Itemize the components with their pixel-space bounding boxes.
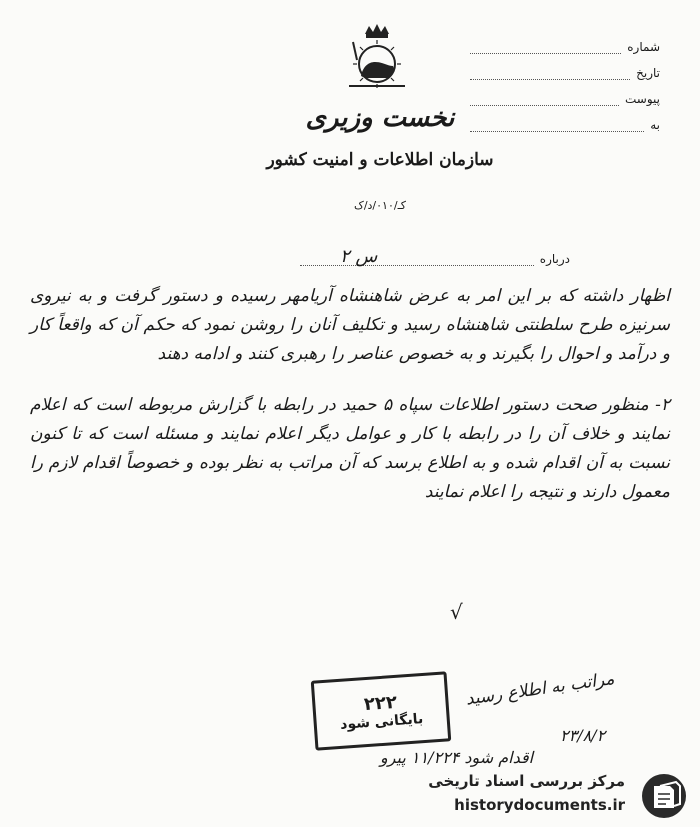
subject-label: درباره — [539, 252, 570, 266]
letter-body — [30, 282, 670, 529]
subject-line — [300, 246, 570, 267]
handwritten-note: مراتب به اطلاع رسید — [464, 668, 616, 710]
stamp-label: بایگانی شود — [339, 710, 424, 733]
meta-row-to — [470, 106, 660, 132]
body-paragraph: ۲- منظور صحت دستور اطلاعات سپاه ۵ حمید در رابطه با گزارش مربوطه است که اعلام نمایند و خلاف آن را در رابطه با کار و عوامل دیگر اعلام نمایند و مسئله است که تا کنون نسبت به آن اقدام شده و به اطلاع برسد که آن مراتب به نظر بوده و خصوصاً اقدام لازم را معمول دارند و نتیجه را اعلام نمایند — [30, 395, 670, 502]
handwritten-date: ۲۳/۸/۲ — [560, 726, 606, 745]
meta-label: تاریخ — [636, 66, 660, 80]
subject-blank-line — [300, 253, 534, 266]
watermark-url: historydocuments.ir — [454, 796, 625, 814]
subject-value: س ۲ — [340, 246, 378, 267]
handwritten-reference: اقدام شود ۱۱/۲۲۴ پیرو — [380, 748, 534, 767]
meta-label: شماره — [627, 40, 660, 54]
lion-and-sun-emblem-icon — [335, 20, 415, 100]
letter-meta-fields — [470, 28, 660, 132]
body-paragraph: اظهار داشته که بر این امر به عرض شاهنشاه آریامهر رسیده و دستور گرفت و به نیروی سرنیزه طرح سلطنتی شاهنشاه رسید و تکلیف آنان را روشن نمود که حکم آن که واقعاً کار و درآمد و احوال را بگیرند و به خصوص عناصر را رهبری کنند و ادامه دهند — [30, 286, 670, 364]
stamp-number: ۲۲۲ — [363, 691, 398, 715]
check-mark: √ — [450, 600, 463, 624]
meta-row-date — [470, 54, 660, 80]
archive-stamp — [311, 671, 452, 750]
meta-row-attachment — [470, 80, 660, 106]
meta-label: پیوست — [625, 92, 660, 106]
meta-blank-line — [470, 39, 621, 54]
meta-label: به — [650, 118, 660, 132]
ministry-title: نخست وزیری — [305, 103, 455, 133]
meta-blank-line — [470, 65, 630, 80]
meta-blank-line — [470, 117, 644, 132]
meta-row-number — [470, 28, 660, 54]
reference-code: کـ/۰۱۰/د/ک — [353, 199, 407, 212]
watermark — [420, 770, 690, 822]
watermark-org: مرکز بررسی اسناد تاریخی — [428, 772, 625, 790]
archive-logo-icon — [640, 772, 688, 820]
meta-blank-line — [470, 91, 619, 106]
organization-name: سازمان اطلاعات و امنیت کشور — [266, 150, 494, 170]
